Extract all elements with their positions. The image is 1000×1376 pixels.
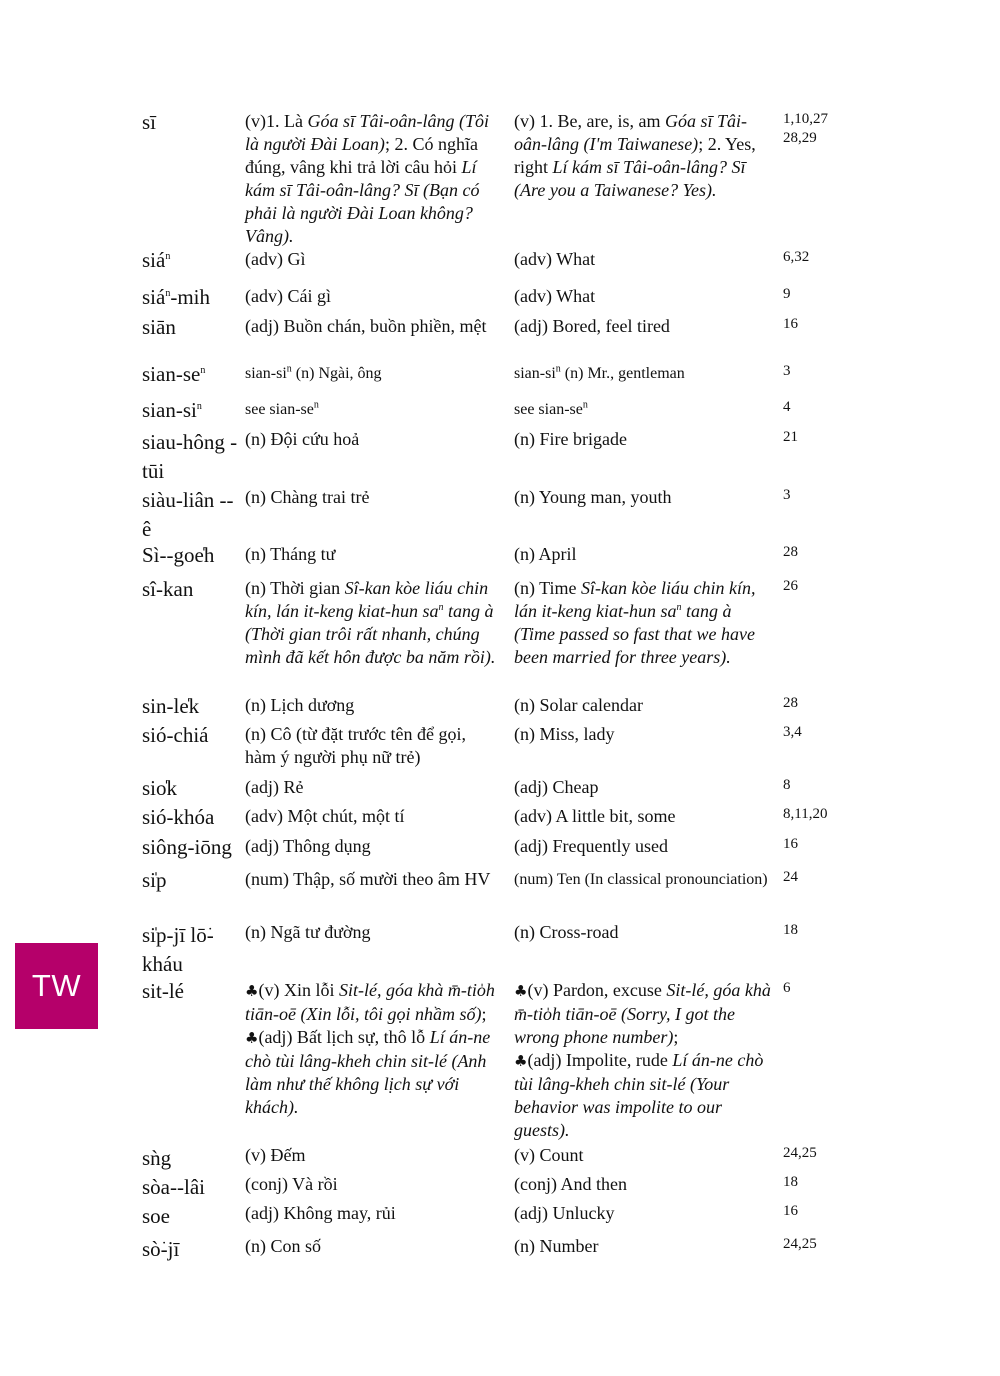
page-refs: 16 <box>783 836 798 852</box>
club-icon: ♣ <box>514 1052 528 1070</box>
english-definition: (adj) Unlucky <box>514 1203 615 1223</box>
headword: sòa--lâi <box>142 1175 205 1199</box>
page-refs: 24,25 <box>783 1145 817 1161</box>
english-definition: (n) April <box>514 544 577 564</box>
english-definition: (n) Fire brigade <box>514 429 627 449</box>
headword: sió-chiá <box>142 723 209 747</box>
club-icon: ♣ <box>245 1029 259 1047</box>
page-refs: 18 <box>783 1174 798 1190</box>
vietnamese-definition: (v) Đếm <box>245 1145 306 1165</box>
page-refs: 16 <box>783 316 798 332</box>
english-definition: (v) 1. Be, are, is, am Góa sī Tâi-oân-lâng (I'm Taiwanese); 2. Yes, right Lí kám sī Tâi-oân-lâng? Sī (Are you a Taiwanese? Yes). <box>514 111 756 200</box>
vietnamese-definition: (n) Thời gian Sî-kan kòe liáu chin kín, lán it-keng kiat-hun $sa^n$ tang à (Thời gian trôi rất nhanh, chúng mình đã kết hôn được ba năm rồi). <box>245 578 496 667</box>
headword: sian-$se^n$ <box>142 362 206 386</box>
vietnamese-definition: (adj) Thông dụng <box>245 836 371 856</box>
headword: sió-khóa <box>142 805 215 829</box>
page-refs: 3 <box>783 487 791 503</box>
english-definition: (adv) A little bit, some <box>514 806 676 826</box>
vietnamese-definition: (adv) Cái gì <box>245 286 331 306</box>
english-definition: (conj) And then <box>514 1174 627 1194</box>
vietnamese-definition: (adv) Gì <box>245 249 306 269</box>
english-definition: (adv) What <box>514 286 596 306</box>
english-definition: (n) Number <box>514 1236 599 1256</box>
english-definition: see sian-$se^n$ <box>514 399 588 418</box>
vietnamese-definition: (adj) Rẻ <box>245 777 304 797</box>
headword: sî-kan <box>142 577 194 601</box>
vietnamese-definition: ♣(v) Xin lỗi Sit-lé, góa khà m̄-tio̍h tiān-oē (Xin lỗi, tôi gọi nhầm số); ♣(adj) Bất lịch sự, thô lỗ Lí án-ne chò tùi lâng-kheh chin sit-lé (Anh làm như thế không lịch sự với khách). <box>245 980 495 1117</box>
headword: sio̍k <box>142 776 178 800</box>
page-refs: 26 <box>783 578 798 594</box>
headword: siàu-liân --ê <box>142 488 234 541</box>
vietnamese-definition: (n) Cô (từ đặt trước tên để gọi, hàm ý người phụ nữ trẻ) <box>245 724 466 767</box>
vietnamese-definition: (adj) Buồn chán, buồn phiền, mệt <box>245 316 487 336</box>
headword: siá$^n$ <box>142 248 171 272</box>
headword: soe <box>142 1204 170 1228</box>
vietnamese-definition: sian-$si^n$ (n) Ngài, ông <box>245 363 382 382</box>
section-tab-tw: TW <box>15 943 98 1029</box>
page-refs: 8,11,20 <box>783 806 828 822</box>
english-definition: (adj) Cheap <box>514 777 599 797</box>
page-refs: 8 <box>783 777 791 793</box>
headword: sǹg <box>142 1146 172 1170</box>
headword: si̍p-jī lō͘-kháu <box>142 923 214 976</box>
headword: si̍p <box>142 868 167 892</box>
english-definition: (n) Miss, lady <box>514 724 615 744</box>
english-definition: (n) Solar calendar <box>514 695 643 715</box>
vietnamese-definition: see sian-$se^n$ <box>245 399 319 418</box>
page-refs: 28 <box>783 544 798 560</box>
vietnamese-definition: (n) Tháng tư <box>245 544 336 564</box>
vietnamese-definition: (adj) Không may, rủi <box>245 1203 396 1223</box>
page-refs: 6 <box>783 980 791 996</box>
page-refs: 16 <box>783 1203 798 1219</box>
vietnamese-definition: (n) Ngã tư đường <box>245 922 371 942</box>
headword: sin-le̍k <box>142 694 200 718</box>
vietnamese-definition: (n) Đội cứu hoả <box>245 429 360 449</box>
headword: sò͘-jī <box>142 1237 180 1261</box>
english-definition: (n) Young man, youth <box>514 487 672 507</box>
page-refs: 24 <box>783 869 798 885</box>
headword: Sì--goe̍h <box>142 543 215 567</box>
vietnamese-definition: (n) Chàng trai trẻ <box>245 487 370 507</box>
vietnamese-definition: (conj) Và rồi <box>245 1174 338 1194</box>
english-definition: (adj) Bored, feel tired <box>514 316 670 336</box>
page-refs: 9 <box>783 286 791 302</box>
english-definition: (adv) What <box>514 249 596 269</box>
english-definition: (num) Ten (In classical pronounciation) <box>514 871 768 888</box>
headword: sian-$si^n$ <box>142 398 202 422</box>
headword: siá$^n$-mih <box>142 285 210 309</box>
page-refs: 1,10,27 28,29 <box>783 111 828 146</box>
page-refs: 3,4 <box>783 724 802 740</box>
vietnamese-definition: (n) Lịch dương <box>245 695 355 715</box>
page-refs: 6,32 <box>783 249 810 265</box>
vietnamese-definition: (n) Con số <box>245 1236 321 1256</box>
headword: siau-hông -tūi <box>142 430 238 483</box>
page-refs: 24,25 <box>783 1236 817 1252</box>
english-definition: ♣(v) Pardon, excuse Sit-lé, góa khà m̄-tio̍h tiān-oē (Sorry, I got the wrong phone number); ♣(adj) Impolite, rude Lí án-ne chò tùi lâng-kheh chin sit-lé (Your behavior was impolite to our guests). <box>514 980 771 1140</box>
page-refs: 28 <box>783 695 798 711</box>
page-refs: 4 <box>783 399 791 415</box>
page-refs: 21 <box>783 429 798 445</box>
headword: siān <box>142 315 176 339</box>
page-refs: 3 <box>783 363 791 379</box>
english-definition: (n) Time Sî-kan kòe liáu chin kín, lán it-keng kiat-hun $sa^n$ tang à (Time passed so fast that we have been married for three years). <box>514 578 756 667</box>
page-refs: 18 <box>783 922 798 938</box>
club-icon: ♣ <box>245 982 259 1000</box>
english-definition: (adj) Frequently used <box>514 836 668 856</box>
club-icon: ♣ <box>514 982 528 1000</box>
english-definition: (v) Count <box>514 1145 584 1165</box>
vietnamese-definition: (num) Thập, số mười theo âm HV <box>245 869 491 889</box>
headword: sit-lé <box>142 979 184 1003</box>
english-definition: (n) Cross-road <box>514 922 619 942</box>
vietnamese-definition: (adv) Một chút, một tí <box>245 806 405 826</box>
vietnamese-definition: (v)1. Là Góa sī Tâi-oân-lâng (Tôi là người Đài Loan); 2. Có nghĩa đúng, vâng khi trả lời câu hỏi Lí kám sī Tâi-oân-lâng? Sī (Bạn có phải là người Đài Loan không? Vâng). <box>245 111 489 246</box>
english-definition: sian-$si^n$ (n) Mr., gentleman <box>514 363 685 382</box>
headword: siông-iōng <box>142 835 232 859</box>
headword: sī <box>142 110 157 134</box>
